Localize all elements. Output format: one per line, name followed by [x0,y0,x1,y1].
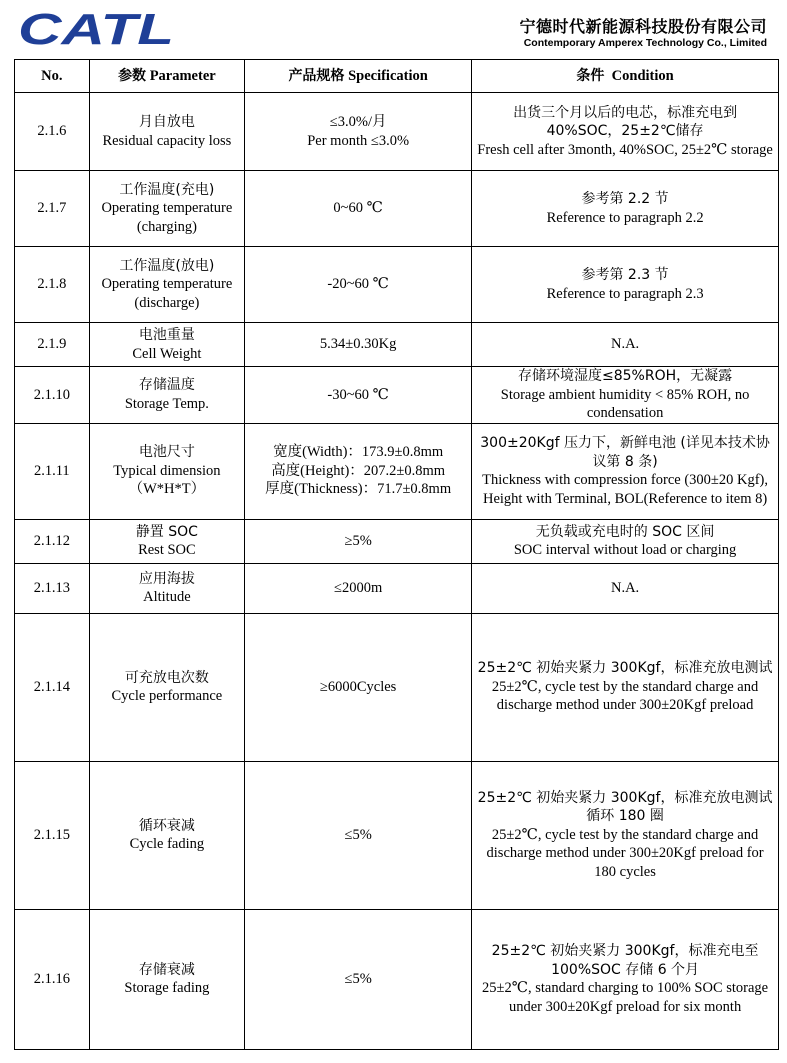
condition-cn: 25±2℃ 初始夹紧力 300Kgf，标准充放电测试 [477,660,773,677]
parameter-en: Storage fading [124,980,210,996]
cell-specification [245,323,472,367]
condition-cn: 25±2℃ 初始夹紧力 300Kgf，标准充电至 100%SOC 存储 6 个月 [491,943,759,978]
table-row [15,563,779,613]
cell-parameter [89,909,244,1049]
condition-en: Storage ambient humidity < 85% ROH, no condensation [500,386,750,421]
specification-line: ≤2000m [334,579,383,596]
catl-logo-text: CATL [18,10,174,52]
parameter-en: Cycle fading [129,836,205,852]
cell-no: 2.1.11 [15,423,90,519]
table-row [15,519,779,563]
parameter-cn: 月自放电 [138,114,195,130]
specification-line: ≤5% [344,826,372,843]
condition-cn: 25±2℃ 初始夹紧力 300Kgf，标准充放电测试循环 180 圈 [477,789,773,825]
condition-en: N.A. [610,336,640,353]
cell-condition [472,423,779,519]
table-row [15,761,779,909]
company-name [519,18,767,50]
condition-cn: 参考第 2.2 节 [581,191,669,207]
parameter-cn: 应用海拔 [138,570,195,587]
table-row [15,323,779,367]
table-row [15,171,779,247]
parameter-cn: 电池尺寸 [138,444,195,461]
cell-no: 2.1.12 [15,519,90,563]
condition-en: 25±2℃, standard charging to 100% SOC storage under 300±20Kgf preload for six month [482,980,769,1015]
table-row [15,613,779,761]
cell-condition [472,93,779,171]
cell-condition [472,247,779,323]
cell-parameter [89,519,244,563]
cell-parameter [89,563,244,613]
cell-specification [245,909,472,1049]
catl-logo [18,10,178,52]
cell-parameter [89,423,244,519]
cell-no: 2.1.15 [15,761,90,909]
condition-en: Reference to paragraph 2.2 [546,209,704,226]
specification-line: Per month ≤3.0% [307,132,410,149]
cell-no: 2.1.14 [15,613,90,761]
header-condition-en: Condition [611,67,674,84]
cell-specification [245,247,472,323]
condition-en: 25±2℃, cycle test by the standard charge and discharge method under 300±20Kgf preload [491,678,759,714]
cell-condition [472,563,779,613]
header-parameter-en: Parameter [149,67,216,84]
page-header [0,0,787,58]
header-condition [472,60,779,93]
cell-condition [472,171,779,247]
cell-specification [245,93,472,171]
condition-en: Reference to paragraph 2.3 [546,285,704,302]
cell-no: 2.1.7 [15,171,90,247]
specification-line: ≥6000Cycles [319,678,397,695]
parameter-en: Altitude [143,589,191,605]
cell-no: 2.1.13 [15,563,90,613]
parameter-en: Rest SOC [138,542,196,558]
cell-condition [472,909,779,1049]
cell-condition [472,613,779,761]
header-specification-en: Specification [348,67,428,84]
specification-line: ≤5% [344,970,372,987]
company-name-en: Contemporary Amperex Technology Co., Limited [523,37,767,49]
parameter-cn: 可充放电次数 [124,669,209,686]
parameter-cn: 工作温度(放电) [119,257,215,274]
condition-cn: 出货三个月以后的电芯，标准充电到40%SOC，25±2℃储存 [513,104,738,140]
cell-parameter [89,93,244,171]
parameter-en: Operating temperature (discharge) [101,276,233,311]
cell-condition [472,761,779,909]
parameter-en: Operating temperature (charging) [101,200,233,235]
cell-specification [245,761,472,909]
condition-cn: 无负载或充电时的 SOC 区间 [535,523,715,540]
specification-line: 高度(Height)：207.2±0.8mm [271,462,446,479]
cell-parameter [89,247,244,323]
header-specification [245,60,472,93]
table-row [15,909,779,1049]
specification-line: 5.34±0.30Kg [319,336,397,353]
header-specification-cn: 产品规格 [288,67,345,84]
condition-cn: 300±20Kgf 压力下，新鲜电池 (详见本技术协议第 8 条) [480,435,770,470]
specification-line: 宽度(Width)：173.9±0.8mm [273,444,444,461]
parameter-en: Residual capacity loss [102,132,232,149]
parameter-en: Typical dimension （W*H*T） [113,462,221,498]
parameter-cn: 静置 SOC [135,523,198,540]
parameter-en: Cycle performance [111,688,223,704]
parameter-en: Cell Weight [132,345,202,362]
cell-specification [245,171,472,247]
specification-line: 0~60 ℃ [333,200,383,217]
specification-line: ≤3.0%/月 [329,114,387,130]
cell-specification [245,519,472,563]
parameter-cn: 工作温度(充电) [119,181,215,198]
condition-en: 25±2℃, cycle test by the standard charge and discharge method under 300±20Kgf preload for 180 cycles [486,826,764,880]
condition-en: Thickness with compression force (300±20 Kgf), Height with Terminal, BOL(Reference to item 8) [482,472,768,507]
condition-en: SOC interval without load or charging [513,542,737,558]
cell-condition [472,367,779,424]
company-name-cn: 宁德时代新能源科技股份有限公司 [519,17,767,36]
table-row [15,93,779,171]
cell-no: 2.1.8 [15,247,90,323]
parameter-en: Storage Temp. [124,395,209,412]
cell-no: 2.1.9 [15,323,90,367]
specification-line: ≥5% [344,532,372,549]
cell-no: 2.1.10 [15,367,90,424]
cell-parameter [89,367,244,424]
header-condition-cn: 条件 [576,67,605,84]
parameter-cn: 存储衰减 [138,961,195,978]
table-header-row [15,60,779,93]
cell-parameter [89,323,244,367]
cell-parameter [89,761,244,909]
spec-table [14,59,779,1050]
cell-no: 2.1.16 [15,909,90,1049]
specification-line: 厚度(Thickness)：71.7±0.8mm [265,481,452,498]
table-row [15,247,779,323]
cell-parameter [89,613,244,761]
table-row [15,423,779,519]
condition-en: N.A. [610,579,640,596]
parameter-cn: 电池重量 [138,327,195,343]
condition-en: Fresh cell after 3month, 40%SOC, 25±2℃ storage [477,141,773,158]
cell-specification [245,613,472,761]
condition-cn: 参考第 2.3 节 [581,267,669,283]
table-row [15,367,779,424]
specification-line: -30~60 ℃ [327,386,389,403]
cell-condition [472,323,779,367]
condition-cn: 存储环境湿度≤85%ROH，无凝露 [518,368,733,384]
specification-line: -20~60 ℃ [327,276,389,293]
cell-specification [245,423,472,519]
cell-condition [472,519,779,563]
cell-specification [245,367,472,424]
header-parameter [89,60,244,93]
parameter-cn: 存储温度 [138,377,195,394]
header-no: No. [15,60,90,93]
header-parameter-cn: 参数 [118,67,147,84]
cell-specification [245,563,472,613]
parameter-cn: 循环衰减 [138,817,195,834]
cell-parameter [89,171,244,247]
cell-no: 2.1.6 [15,93,90,171]
